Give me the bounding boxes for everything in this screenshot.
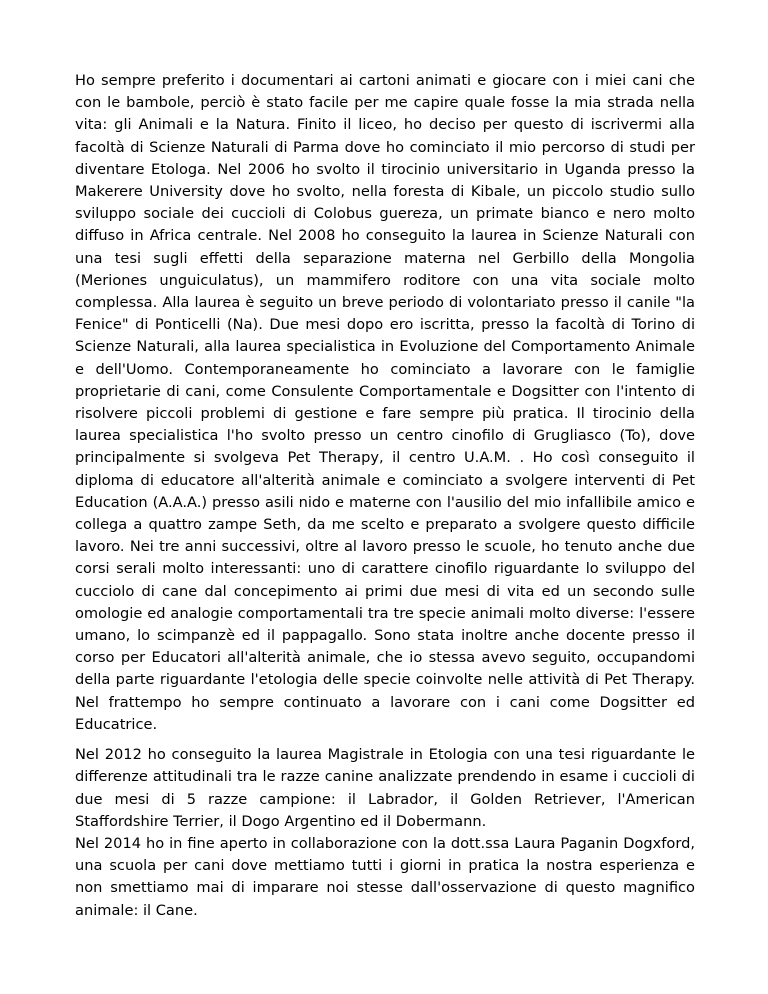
paragraph-dogxford: Nel 2014 ho in fine aperto in collaborazione con la dott.ssa Laura Paganin Dogxford, una scuola per cani dove mettiamo tutti i giorni in pratica la nostra esperienza e non smettiamo mai di imparare noi stesse dall'osservazione di questo magnifico animale: il Cane. [75, 834, 695, 919]
paragraph-master-degree: Nel 2012 ho conseguito la laurea Magistrale in Etologia con una tesi riguardante le differenze attitudinali tra le razze canine analizzate prendendo in esame i cuccioli di due mesi di 5 razze campione: il Labrador, il Golden Retriever, l'American Staffordshire Terrier, il Dogo Argentino ed il Dobermann. [75, 746, 695, 830]
paragraph-biography: Ho sempre preferito i documentari ai cartoni animati e giocare con i miei cani che con le bambole, perciò è stato facile per me capire quale fosse la mia strada nella vita: gli Animali e la Natura. Finito il liceo, ho deciso per questo di iscrivermi alla facoltà di Scienze Naturali di Parma dove ho cominciato il mio percorso di studi per diventare Etologa. Nel 2006 ho svolto il tirocinio universitario in Uganda presso la Makerere University dove ho svolto, nella foresta di Kibale, un piccolo studio sullo sviluppo sociale dei cuccioli di Colobus guereza, un primate bianco e nero molto diffuso in Africa centrale. Nel 2008 ho conseguito la laurea in Scienze Naturali con una tesi sugli effetti della separazione materna nel Gerbillo della Mongolia (Meriones unguiculatus), un mammifero roditore con una vita sociale molto complessa. Alla laurea è seguito un breve periodo di volontariato presso il canile "la Fenice" di Ponticelli (Na). Due mesi dopo ero iscritta, presso la facoltà di Torino di Scienze Naturali, alla laurea specialistica in Evoluzione del Comportamento Animale e dell'Uomo. Contemporaneamente ho cominciato a lavorare con le famiglie proprietarie di cani, come Consulente Comportamentale e Dogsitter con l'intento di risolvere piccoli problemi di gestione e fare sempre più pratica. Il tirocinio della laurea specialistica l'ho svolto presso un centro cinofilo di Grugliasco (To), dove principalmente si svolgeva Pet Therapy, il centro U.A.M. . Ho così conseguito il diploma di educatore all'alterità animale e cominciato a svolgere interventi di Pet Education (A.A.A.) presso asili nido e materne con l'ausilio del mio infallibile amico e collega a quattro zampe Seth, da me scelto e preparato a svolgere questo difficile lavoro. Nei tre anni successivi, oltre al lavoro presso le scuole, ho tenuto anche due corsi serali molto interessanti: uno di carattere cinofilo riguardante lo sviluppo del cucciolo di cane dal concepimento ai primi due mesi di vita ed un secondo sulle omologie ed analogie comportamentali tra tre specie animali molto diverse: l'essere umano, lo scimpanzè ed il pappagallo. Sono stata inoltre anche docente presso il corso per Educatori all'alterità animale, che io stessa avevo seguito, occupandomi della parte riguardante l'etologia delle specie coinvolte nelle attività di Pet Therapy. Nel frattempo ho sempre continuato a lavorare con i cani come Dogsitter ed Educatrice. [75, 72, 695, 733]
document-page [75, 70, 695, 922]
